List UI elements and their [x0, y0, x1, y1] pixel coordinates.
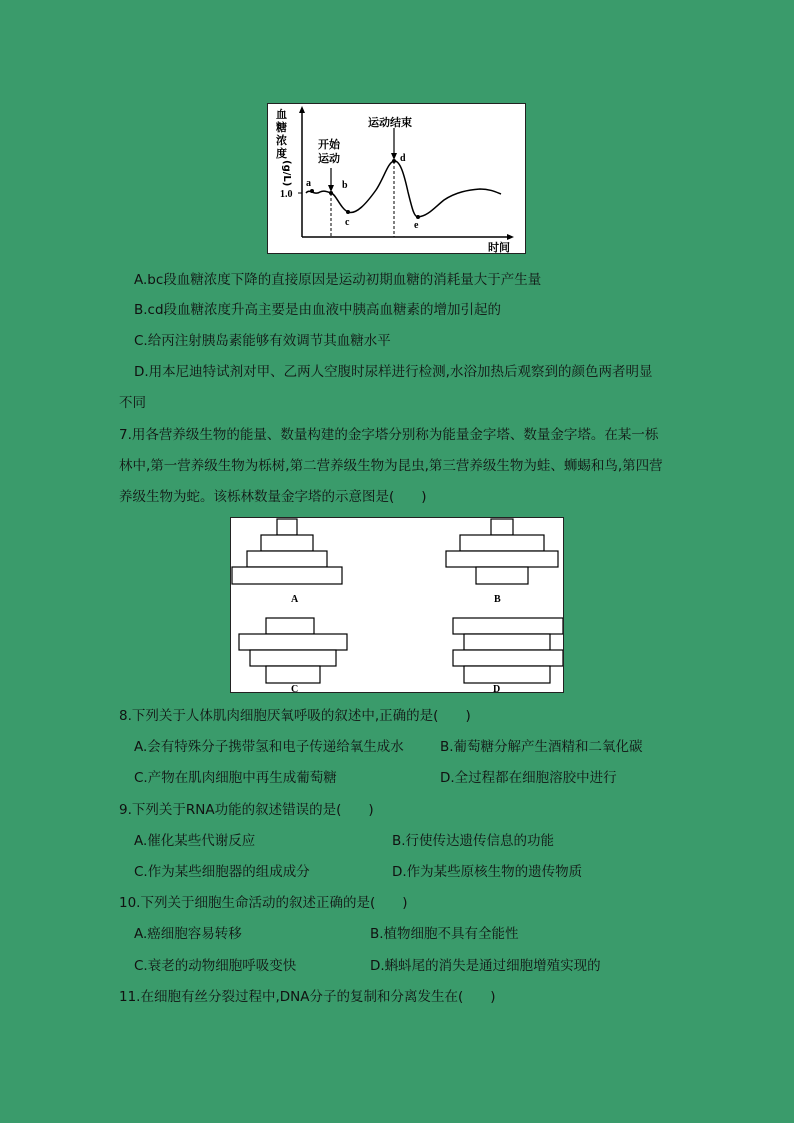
glucose-curve	[306, 161, 501, 217]
q8-stem: 8.下列关于人体肌肉细胞厌氧呼吸的叙述中,正确的是( )	[119, 708, 471, 724]
y-axis-unit: (g/L)	[281, 160, 292, 187]
y-tick-label: 1.0	[280, 189, 293, 200]
q10-stem: 10.下列关于细胞生命活动的叙述正确的是( )	[119, 895, 408, 911]
q9-option-b: B.行使传达遗传信息的功能	[392, 833, 555, 849]
q6-option-a: A.bc段血糖浓度下降的直接原因是运动初期血糖的消耗量大于产生量	[134, 272, 542, 288]
point-label-a: a	[306, 178, 311, 189]
point-label-d: d	[400, 153, 406, 164]
q9-option-c: C.作为某些细胞器的组成成分	[134, 864, 310, 880]
y-axis-label: 血糖浓度	[276, 109, 287, 160]
glucose-figure	[267, 103, 526, 254]
q7-stem-line3: 养级生物为蛇。该栎林数量金字塔的示意图是( )	[119, 489, 427, 505]
q8-option-a: A.会有特殊分子携带氢和电子传递给氧生成水	[134, 739, 404, 755]
q10-option-d: D.蝌蚪尾的消失是通过细胞增殖实现的	[370, 958, 601, 974]
pyramid-b	[446, 519, 558, 584]
pyramid-d	[453, 618, 563, 683]
q9-stem: 9.下列关于RNA功能的叙述错误的是( )	[119, 802, 374, 818]
pyramid-label-d: D	[493, 684, 501, 692]
pyramid-figure	[230, 517, 564, 693]
q6-option-d: D.用本尼迪特试剂对甲、乙两人空腹时尿样进行检测,水浴加热后观察到的颜色两者明显	[134, 364, 653, 380]
q7-stem-line1: 7.用各营养级生物的能量、数量构建的金字塔分别称为能量金字塔、数量金字塔。在某一栎	[119, 427, 659, 443]
q8-option-d: D.全过程都在细胞溶胶中进行	[440, 770, 617, 786]
pyramid-a	[232, 519, 342, 584]
pyramid-label-a: A	[291, 594, 299, 605]
q8-option-c: C.产物在肌肉细胞中再生成葡萄糖	[134, 770, 337, 786]
pyramid-c	[239, 618, 347, 683]
start-label-line1: 开始	[318, 138, 340, 151]
q10-option-a: A.癌细胞容易转移	[134, 926, 242, 942]
point-label-b: b	[342, 180, 348, 191]
pyramid-label-b: B	[494, 594, 501, 605]
q10-option-b: B.植物细胞不具有全能性	[370, 926, 519, 942]
q6-option-b: B.cd段血糖浓度升高主要是由血液中胰高血糖素的增加引起的	[134, 302, 502, 318]
q7-stem-line2: 林中,第一营养级生物为栎树,第二营养级生物为昆虫,第三营养级生物为蛙、蛳蜴和鸟,第四营	[119, 458, 663, 474]
q10-option-c: C.衰老的动物细胞呼吸变快	[134, 958, 297, 974]
point-label-c: c	[345, 217, 350, 228]
q9-option-a: A.催化某些代谢反应	[134, 833, 256, 849]
q9-option-d: D.作为某些原核生物的遗传物质	[392, 864, 583, 880]
q8-option-b: B.葡萄糖分解产生酒精和二氧化碳	[440, 739, 643, 755]
q6-option-d-cont: 不同	[119, 395, 146, 411]
pyramid-label-c: C	[291, 684, 299, 692]
end-label: 运动结束	[368, 116, 412, 129]
point-label-e: e	[414, 220, 419, 231]
q6-option-c: C.给丙注射胰岛素能够有效调节其血糖水平	[134, 333, 391, 349]
q11-stem: 11.在细胞有丝分裂过程中,DNA分子的复制和分离发生在( )	[119, 989, 496, 1005]
x-axis-label: 时间	[488, 241, 510, 253]
start-label-line2: 运动	[318, 152, 340, 165]
